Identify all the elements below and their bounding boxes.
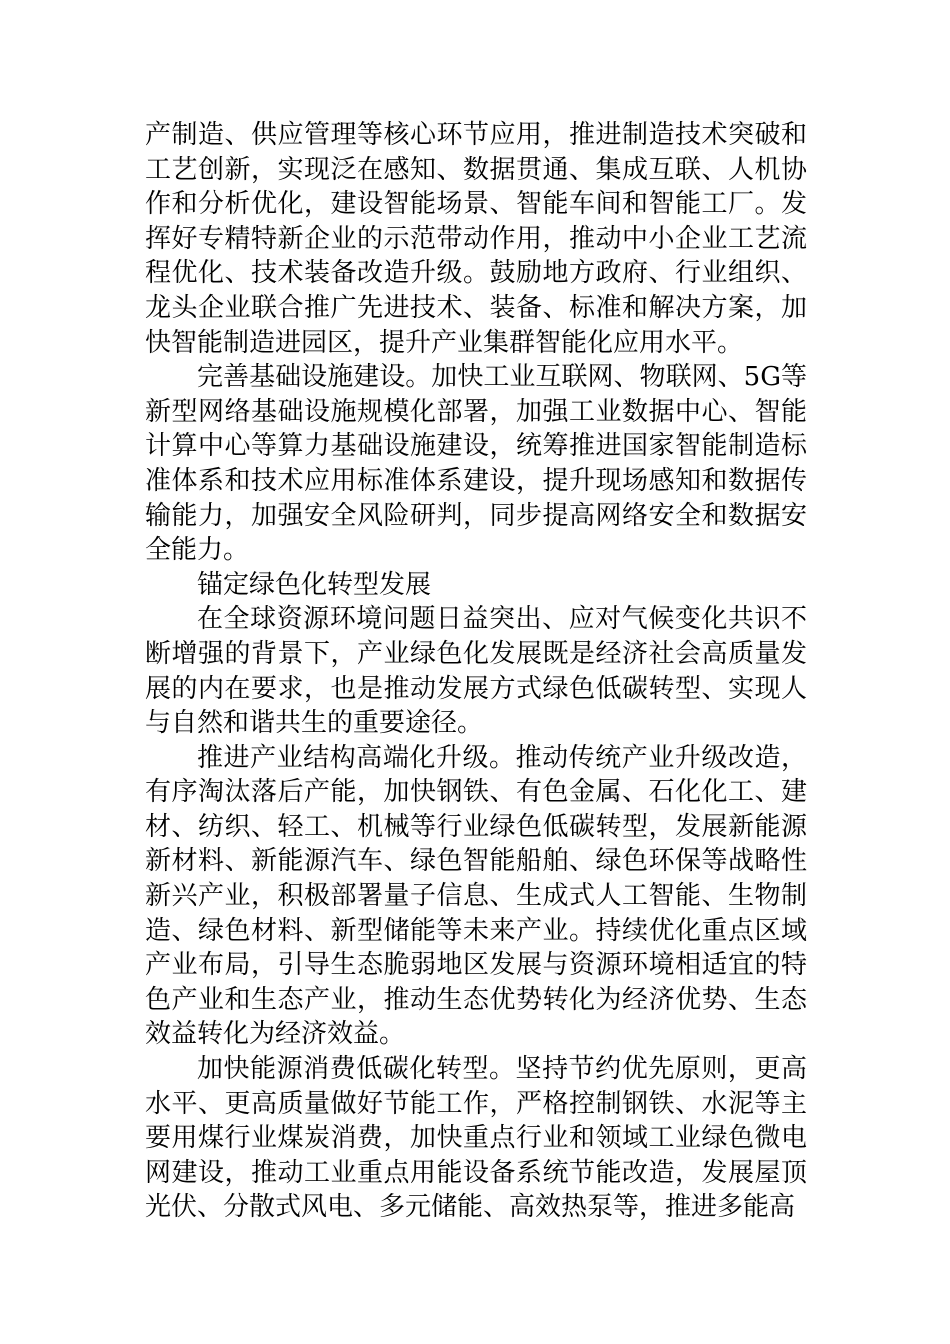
paragraph-industrial-structure: 推进产业结构高端化升级。推动传统产业升级改造，有序淘汰落后产能，加快钢铁、有色金属、石化化工、建材、纺织、轻工、机械等行业绿色低碳转型，发展新能源新材料、新能源汽车、绿色智能船舶、绿色环保等战略性新兴产业，积极部署量子信息、生成式人工智能、生物制造、绿色材料、新型储能等未来产业。持续优化重点区域产业布局，引导生态脆弱地区发展与资源环境相适宜的特色产业和生态产业，推动生态优势转化为经济优势、生态效益转化为经济效益。	[145, 742, 807, 1050]
paragraph-intelligent-manufacturing: 产制造、供应管理等核心环节应用，推进制造技术突破和工艺创新，实现泛在感知、数据贯通、集成互联、人机协作和分析优化，建设智能场景、智能车间和智能工厂。发挥好专精特新企业的示范带动作用，推动中小企业工艺流程优化、技术装备改造升级。鼓励地方政府、行业组织、龙头企业联合推广先进技术、装备、标准和解决方案，加快智能制造进园区，提升产业集群智能化应用水平。	[145, 120, 807, 358]
paragraph-energy-consumption: 加快能源消费低碳化转型。坚持节约优先原则，更高水平、更高质量做好节能工作，严格控制钢铁、水泥等主要用煤行业煤炭消费，加快重点行业和领域工业绿色微电网建设，推动工业重点用能设备系统节能改造，发展屋顶光伏、分散式风电、多元储能、高效热泵等，推进多能高	[145, 1054, 807, 1223]
document-page	[145, 118, 807, 1225]
paragraph-infrastructure: 完善基础设施建设。加快工业互联网、物联网、5G等新型网络基础设施规模化部署，加强工业数据中心、智能计算中心等算力基础设施建设，统筹推进国家智能制造标准体系和技术应用标准体系建设，提升现场感知和数据传输能力，加强安全风险研判，同步提高网络安全和数据安全能力。	[145, 362, 807, 566]
paragraph-green-background: 在全球资源环境问题日益突出、应对气候变化共识不断增强的背景下，产业绿色化发展既是经济社会高质量发展的内在要求，也是推动发展方式绿色低碳转型、实现人与自然和谐共生的重要途径。	[145, 604, 807, 739]
section-heading-green-transformation: 锚定绿色化转型发展	[197, 569, 432, 600]
